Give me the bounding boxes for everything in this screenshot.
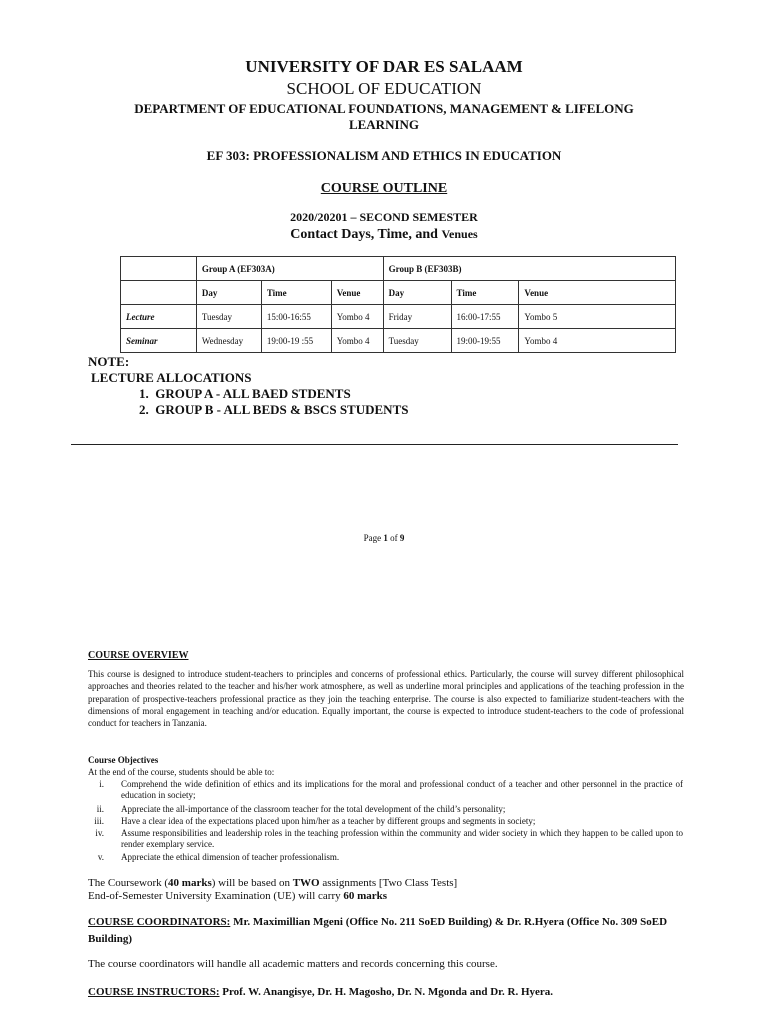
list-item-number: iv. bbox=[95, 828, 104, 838]
section-divider bbox=[71, 444, 678, 445]
row-label: Seminar bbox=[121, 329, 197, 353]
list-item-text: Appreciate the all-importance of the classroom teacher for the total development of the child’s personality; bbox=[121, 804, 506, 814]
text-fragment: The Coursework ( bbox=[88, 877, 169, 889]
table-cell: Yombo 4 bbox=[331, 329, 383, 353]
overview-heading: COURSE OVERVIEW bbox=[88, 650, 189, 661]
column-header: Day bbox=[196, 281, 261, 305]
table-cell: Wednesday bbox=[196, 329, 261, 353]
list-item-text: Comprehend the wide definition of ethics and its implications for the moral and professional conduct of a teacher and other personnel in the practice of education in society; bbox=[121, 779, 683, 800]
assessment-block bbox=[88, 877, 457, 903]
course-outline-heading: COURSE OUTLINE bbox=[320, 181, 448, 196]
table-cell bbox=[121, 281, 197, 305]
list-item-text: Have a clear idea of the expectations placed upon him/her as a teacher by different groups and segments in society; bbox=[121, 816, 536, 826]
table-row bbox=[121, 305, 676, 329]
list-item bbox=[88, 402, 408, 418]
table-row bbox=[121, 329, 676, 353]
list-item-number: 1. bbox=[139, 386, 149, 401]
column-header: Venue bbox=[331, 281, 383, 305]
text-fragment: End-of-Semester University Examination (UE) will carry bbox=[88, 890, 344, 902]
exam-marks: 60 marks bbox=[343, 890, 388, 902]
note-block bbox=[88, 354, 408, 418]
coordinators-block bbox=[88, 914, 684, 948]
list-item-number: i. bbox=[99, 779, 104, 789]
coordinators-label: COURSE COORDINATORS: bbox=[88, 916, 231, 928]
list-item bbox=[88, 779, 684, 803]
department-title bbox=[0, 101, 768, 133]
text-fragment: ) will be based on bbox=[211, 877, 293, 889]
table-cell: 19:00-19:55 bbox=[451, 329, 519, 353]
instructors-label: COURSE INSTRUCTORS: bbox=[88, 986, 220, 998]
list-item-text: GROUP B - ALL BEDS & BSCS STUDENTS bbox=[155, 402, 409, 417]
handling-text: The course coordinators will handle all academic matters and records concerning this course. bbox=[88, 958, 498, 970]
page-number-label: Page bbox=[363, 533, 384, 543]
university-title: UNIVERSITY OF DAR ES SALAAM bbox=[245, 57, 523, 76]
table-column-header-row bbox=[121, 281, 676, 305]
column-header: Day bbox=[383, 281, 451, 305]
department-line-2: LEARNING bbox=[348, 117, 420, 132]
group-a-header: Group A (EF303A) bbox=[196, 257, 383, 281]
list-item bbox=[88, 816, 684, 828]
table-cell: Yombo 5 bbox=[519, 305, 676, 329]
row-label: Lecture bbox=[121, 305, 197, 329]
list-item-text: GROUP A - ALL BAED STDENTS bbox=[155, 386, 351, 401]
list-item-text: Assume responsibilities and leadership roles in the teaching profession within the community and wider society in which they happen to be called upon to render exemplary service. bbox=[121, 828, 683, 849]
column-header: Time bbox=[261, 281, 331, 305]
list-item-number: v. bbox=[97, 852, 104, 862]
table-cell: Tuesday bbox=[383, 329, 451, 353]
table-cell bbox=[121, 257, 197, 281]
contact-heading-main: Contact Days, Time, and bbox=[290, 227, 442, 242]
contact-heading-venues: Venues bbox=[441, 227, 478, 241]
list-item bbox=[88, 804, 684, 816]
column-header: Venue bbox=[519, 281, 676, 305]
list-item-text: Appreciate the ethical dimension of teacher professionalism. bbox=[121, 852, 340, 862]
list-item-number: iii. bbox=[94, 816, 104, 826]
page-current: 1 bbox=[383, 533, 388, 543]
exam-line bbox=[88, 890, 457, 903]
table-cell: Friday bbox=[383, 305, 451, 329]
school-title: SCHOOL OF EDUCATION bbox=[286, 79, 482, 98]
objectives-intro: At the end of the course, students should be able to: bbox=[88, 767, 275, 777]
page-total: 9 bbox=[399, 533, 405, 543]
list-item bbox=[88, 386, 408, 402]
table-cell: 16:00-17:55 bbox=[451, 305, 519, 329]
contact-heading bbox=[0, 227, 768, 243]
list-item-number: ii. bbox=[96, 804, 104, 814]
assignment-count: TWO bbox=[292, 877, 320, 889]
note-subtitle: LECTURE ALLOCATIONS bbox=[91, 370, 252, 385]
coordinators-text: Mr. Maximillian Mgeni (Office No. 211 SoED Building) & Dr. R.Hyera (Office No. 309 SoED Building) bbox=[88, 916, 668, 945]
table-cell: Tuesday bbox=[196, 305, 261, 329]
table-group-row bbox=[121, 257, 676, 281]
instructors-text: Prof. W. Anangisye, Dr. H. Magosho, Dr. N. Mgonda and Dr. R. Hyera. bbox=[219, 986, 554, 998]
overview-text: This course is designed to introduce student-teachers to principles and concerns of professional ethics. Particularly, the course will survey different philosophical approaches and theories related to the teacher and his/her work atmosphere, as well as underline moral principles and applications of the teaching profession in the preparation of prospective-teachers professional practice as they join the teaching enterprise. The course is also expected to familiarize student-teachers with the dimensions of moral engagement in teaching and/or education. Equally important, the course is expected to introduce student-teachers to the code of professional conduct for teachers in Tanzania. bbox=[88, 669, 684, 729]
page-number-of: of bbox=[387, 533, 400, 543]
list-item bbox=[88, 828, 684, 852]
objectives-heading: Course Objectives bbox=[88, 755, 159, 765]
note-title: NOTE: bbox=[88, 354, 130, 369]
schedule-table bbox=[120, 256, 676, 353]
department-line-1: DEPARTMENT OF EDUCATIONAL FOUNDATIONS, MANAGEMENT & LIFELONG bbox=[134, 101, 634, 116]
semester-label: 2020/20201 – SECOND SEMESTER bbox=[290, 210, 478, 224]
table-cell: Yombo 4 bbox=[331, 305, 383, 329]
list-item-number: 2. bbox=[139, 402, 149, 417]
column-header: Time bbox=[451, 281, 519, 305]
table-cell: 19:00-19 :55 bbox=[261, 329, 331, 353]
list-item bbox=[88, 852, 684, 864]
instructors-block bbox=[88, 986, 553, 998]
page-number bbox=[0, 533, 768, 543]
course-title: EF 303: PROFESSIONALISM AND ETHICS IN EDUCATION bbox=[206, 148, 562, 163]
table-cell: 15:00-16:55 bbox=[261, 305, 331, 329]
coursework-line bbox=[88, 877, 457, 890]
table-cell: Yombo 4 bbox=[519, 329, 676, 353]
coursework-marks: 40 marks bbox=[168, 877, 212, 889]
text-fragment: assignments [Two Class Tests] bbox=[319, 877, 458, 889]
group-b-header: Group B (EF303B) bbox=[383, 257, 675, 281]
